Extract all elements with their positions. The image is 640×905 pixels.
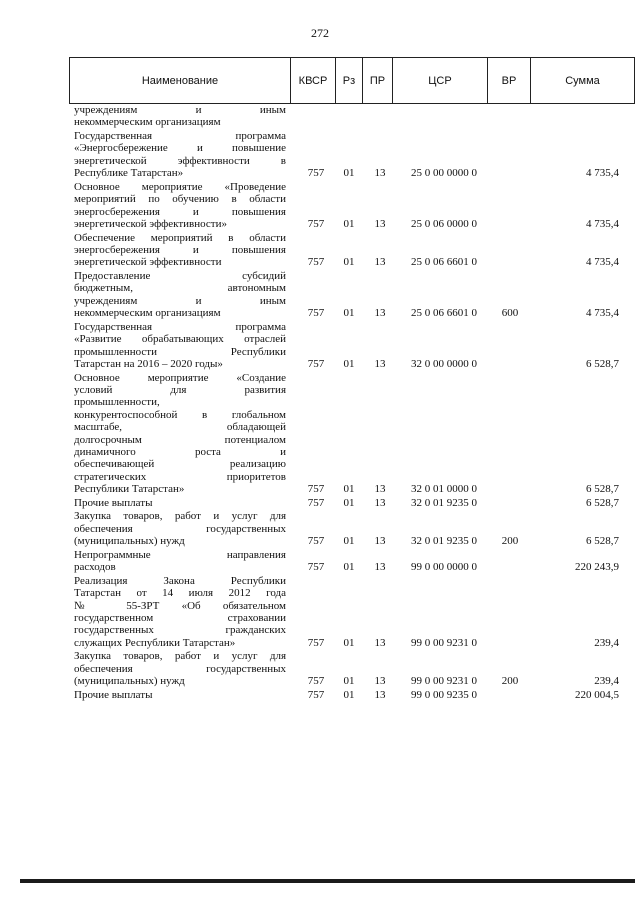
row-name	[74, 510, 286, 547]
table-row	[0, 130, 640, 180]
row-name-line: Основное мероприятие «Проведение	[74, 180, 286, 193]
row-name-line: долгосрочным потенциалом	[74, 433, 286, 446]
row-name-line: Государственная программа	[74, 320, 286, 333]
row-name-line: «Энергосбережение и повышение	[74, 142, 286, 155]
cell-sum: 6 528,7	[586, 496, 619, 509]
row-name-line: расходов	[74, 561, 116, 574]
cell-sum: 6 528,7	[586, 483, 619, 496]
cell-csr: 99 0 00 9235 0	[411, 688, 477, 701]
header-name: Наименование	[141, 74, 219, 87]
cell-vr: 200	[501, 675, 519, 688]
table-row	[0, 372, 640, 496]
row-name-line: энергосбережения и повышения	[74, 205, 286, 218]
row-name	[74, 181, 286, 231]
row-name-line: Республике Татарстан»	[74, 167, 184, 180]
cell-csr: 25 0 06 0000 0	[411, 217, 477, 230]
cell-sum: 220 243,9	[575, 561, 619, 574]
row-name-line: учреждениям и иным	[74, 294, 286, 307]
row-name-line: масштабе, обладающей	[74, 421, 286, 434]
row-name-line: Закупка товаров, работ и услуг для	[74, 650, 286, 663]
row-name-line: Основное мероприятие «Создание	[74, 371, 286, 384]
cell-sum: 4 735,4	[586, 256, 619, 269]
header-csr: ЦСР	[392, 58, 487, 103]
row-name-line: некоммерческим организациям	[74, 307, 221, 320]
cell-rz: 01	[343, 535, 355, 548]
header-sum: Сумма	[530, 58, 634, 103]
cell-kvsr: 757	[307, 307, 325, 320]
row-name-line: Прочие выплаты	[74, 496, 153, 509]
row-name	[74, 321, 286, 371]
row-name-line: служащих Республики Татарстан»	[74, 636, 236, 649]
cell-kvsr: 757	[307, 675, 325, 688]
row-name-line: № 55-ЗРТ «Об обязательном	[74, 599, 286, 612]
cell-pr: 13	[374, 675, 386, 688]
row-name-line: Непрограммные направления	[74, 548, 286, 561]
cell-kvsr: 757	[307, 636, 325, 649]
scan-edge-bar	[20, 879, 635, 883]
cell-rz: 01	[343, 357, 355, 370]
cell-sum: 220 004,5	[575, 688, 619, 701]
row-name-line: некоммерческим организациям	[74, 116, 221, 129]
cell-csr: 32 0 01 0000 0	[411, 483, 477, 496]
cell-csr: 32 0 00 0000 0	[411, 357, 477, 370]
cell-csr: 32 0 01 9235 0	[411, 496, 477, 509]
row-name-line: Обеспечение мероприятий в области	[74, 231, 286, 244]
row-name-line: Татарстан от 14 июля 2012 года	[74, 587, 286, 600]
cell-csr: 99 0 00 9231 0	[411, 675, 477, 688]
table-row	[0, 549, 640, 574]
cell-sum: 4 735,4	[586, 307, 619, 320]
table-row	[0, 321, 640, 371]
row-name-line: энергетической эффективности»	[74, 217, 227, 230]
cell-sum: 239,4	[594, 636, 619, 649]
row-name-line: Татарстан на 2016 – 2020 годы»	[74, 357, 223, 370]
cell-pr: 13	[374, 217, 386, 230]
row-name-line: (муниципальных) нужд	[74, 675, 185, 688]
row-name-line: бюджетным, автономным	[74, 282, 286, 295]
header-rz: Рз	[335, 58, 362, 103]
row-name-line: Реализация Закона Республики	[74, 574, 286, 587]
row-name	[74, 270, 286, 320]
table-row	[0, 510, 640, 547]
cell-csr: 32 0 01 9235 0	[411, 535, 477, 548]
cell-sum: 6 528,7	[586, 535, 619, 548]
cell-csr: 25 0 06 6601 0	[411, 307, 477, 320]
table-row	[0, 270, 640, 320]
table-header	[69, 57, 635, 104]
row-name-line: обеспечения государственных	[74, 522, 286, 535]
row-name-line: (муниципальных) нужд	[74, 535, 185, 548]
row-name	[74, 130, 286, 180]
row-name-line: «Развитие обрабатывающих отраслей	[74, 333, 286, 346]
row-name-line: условий для развития	[74, 383, 286, 396]
table-row	[0, 497, 640, 509]
cell-rz: 01	[343, 688, 355, 701]
header-vr: ВР	[487, 58, 530, 103]
row-name-line: стратегических приоритетов	[74, 470, 286, 483]
cell-kvsr: 757	[307, 483, 325, 496]
cell-rz: 01	[343, 561, 355, 574]
cell-pr: 13	[374, 496, 386, 509]
cell-kvsr: 757	[307, 561, 325, 574]
cell-kvsr: 757	[307, 167, 325, 180]
cell-pr: 13	[374, 688, 386, 701]
cell-csr: 25 0 00 0000 0	[411, 167, 477, 180]
cell-vr: 200	[501, 535, 519, 548]
cell-sum: 6 528,7	[586, 357, 619, 370]
row-name-line: обеспечения государственных	[74, 662, 286, 675]
cell-pr: 13	[374, 636, 386, 649]
page-number: 272	[311, 26, 329, 40]
row-name	[74, 232, 286, 269]
row-name	[74, 104, 286, 129]
cell-rz: 01	[343, 217, 355, 230]
row-name-line: динамичного роста и	[74, 445, 286, 458]
row-name-line: Государственная программа	[74, 130, 286, 142]
cell-kvsr: 757	[307, 496, 325, 509]
row-name-line: мероприятий по обучению в области	[74, 193, 286, 206]
row-name	[74, 650, 286, 687]
row-name-line: Закупка товаров, работ и услуг для	[74, 510, 286, 523]
cell-kvsr: 757	[307, 535, 325, 548]
cell-csr: 25 0 06 6601 0	[411, 256, 477, 269]
table-row	[0, 575, 640, 649]
table-row	[0, 232, 640, 269]
cell-kvsr: 757	[307, 217, 325, 230]
cell-pr: 13	[374, 535, 386, 548]
table-row	[0, 104, 640, 129]
header-pr: ПР	[362, 58, 392, 103]
row-name-line: учреждениям и иным	[74, 104, 286, 116]
cell-sum: 4 735,4	[586, 217, 619, 230]
cell-sum: 239,4	[594, 675, 619, 688]
row-name-line: энергетической эффективности	[74, 256, 222, 269]
cell-pr: 13	[374, 357, 386, 370]
cell-rz: 01	[343, 167, 355, 180]
row-name-line: промышленности Республики	[74, 345, 286, 358]
header-kvsr: КВСР	[290, 58, 335, 103]
cell-rz: 01	[343, 636, 355, 649]
row-name-line: энергосбережения и повышения	[74, 243, 286, 256]
table-row	[0, 650, 640, 687]
cell-pr: 13	[374, 483, 386, 496]
cell-pr: 13	[374, 307, 386, 320]
row-name	[74, 549, 286, 574]
cell-kvsr: 757	[307, 256, 325, 269]
cell-rz: 01	[343, 307, 355, 320]
row-name-line: государственном страховании	[74, 611, 286, 624]
cell-pr: 13	[374, 561, 386, 574]
row-name-line: Прочие выплаты	[74, 688, 153, 701]
cell-csr: 99 0 00 9231 0	[411, 636, 477, 649]
cell-rz: 01	[343, 256, 355, 269]
row-name-line: государственных гражданских	[74, 624, 286, 637]
table-row	[0, 689, 640, 701]
cell-pr: 13	[374, 256, 386, 269]
row-name-line: обеспечивающей реализацию	[74, 458, 286, 471]
cell-rz: 01	[343, 483, 355, 496]
cell-csr: 99 0 00 0000 0	[411, 561, 477, 574]
row-name-line: Республики Татарстан»	[74, 483, 185, 496]
row-name	[74, 689, 286, 701]
cell-pr: 13	[374, 167, 386, 180]
row-name-line: Предоставление субсидий	[74, 270, 286, 282]
cell-rz: 01	[343, 675, 355, 688]
cell-kvsr: 757	[307, 688, 325, 701]
cell-kvsr: 757	[307, 357, 325, 370]
row-name	[74, 497, 286, 509]
row-name-line: промышленности,	[74, 396, 160, 409]
table-row	[0, 181, 640, 231]
cell-rz: 01	[343, 496, 355, 509]
row-name-line: энергетической эффективности в	[74, 154, 286, 167]
row-name	[74, 575, 286, 649]
cell-vr: 600	[501, 307, 519, 320]
row-name	[74, 372, 286, 496]
cell-sum: 4 735,4	[586, 167, 619, 180]
row-name-line: конкурентоспособной в глобальном	[74, 408, 286, 421]
